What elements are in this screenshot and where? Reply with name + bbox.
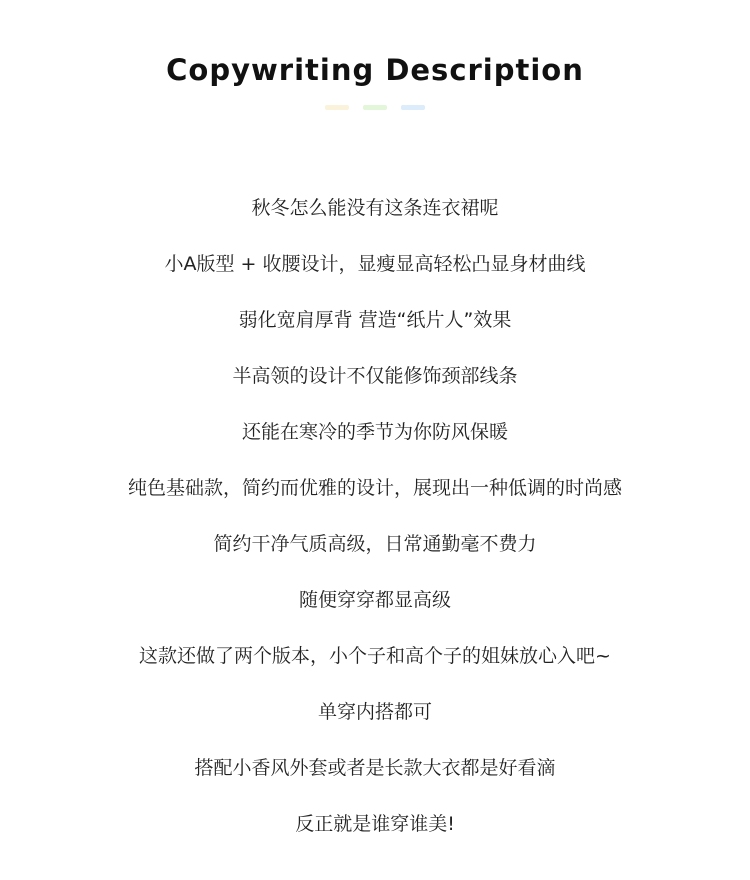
description-line: 还能在寒冷的季节为你防风保暖: [241, 421, 508, 443]
description-line: 搭配小香风外套或者是长款大衣都是好看滴: [194, 757, 556, 779]
divider-dot-green: [363, 105, 387, 110]
divider-dot-yellow: [325, 105, 349, 110]
description-line: 小A版型 + 收腰设计，显瘦显高轻松凸显身材曲线: [164, 253, 586, 275]
description-line: 随便穿穿都显高级: [298, 589, 451, 611]
description-line: 这款还做了两个版本，小个子和高个子的姐妹放心入吧~: [139, 645, 611, 667]
divider-dot-blue: [401, 105, 425, 110]
description-line: 秋冬怎么能没有这条连衣裙呢: [251, 197, 499, 219]
title-divider: [0, 105, 750, 110]
description-line: 半高领的设计不仅能修饰颈部线条: [232, 365, 518, 387]
description-lines: [0, 188, 750, 860]
description-line: 单穿内搭都可: [317, 701, 432, 723]
description-line: 纯色基础款，简约而优雅的设计，展现出一种低调的时尚感: [127, 477, 622, 499]
section-title: Copywriting Description: [166, 53, 584, 87]
description-line: 反正就是谁穿谁美!: [295, 813, 455, 835]
description-line: 弱化宽肩厚背 营造“纸片人”效果: [238, 309, 512, 331]
description-line: 简约干净气质高级，日常通勤毫不费力: [213, 533, 537, 555]
